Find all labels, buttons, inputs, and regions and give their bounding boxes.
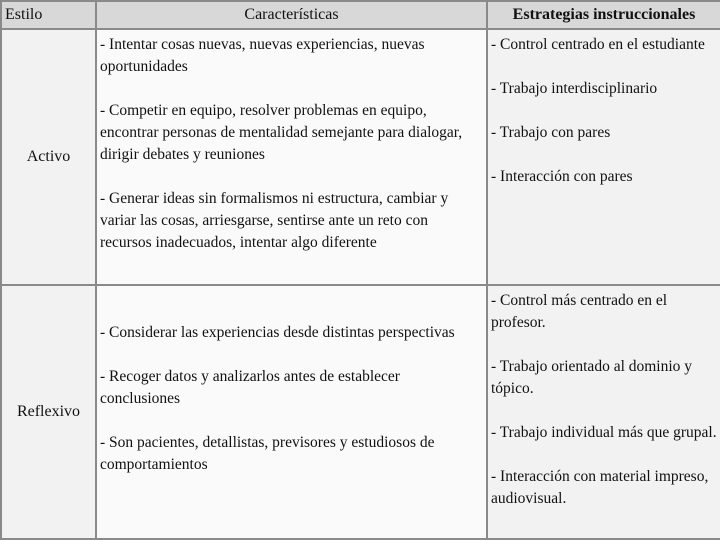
estrategia-item: - Trabajo orientado al dominio y tópico. <box>491 358 693 397</box>
estrategia-item: - Control más centrado en el profesor. <box>491 292 668 331</box>
estrategia-item: - Trabajo interdisciplinario <box>491 80 658 97</box>
estrategias-cell <box>487 29 720 285</box>
estrategia-item: - Interacción con material impreso, audiovisual. <box>491 468 709 507</box>
header-caracteristicas: Características <box>96 1 487 29</box>
estrategia-item: - Control centrado en el estudiante <box>491 36 705 53</box>
header-estilo: Estilo <box>1 1 96 29</box>
table-row-reflexivo <box>1 285 720 539</box>
estrategia-item: - Trabajo con pares <box>491 124 611 141</box>
caracteristica-item: - Intentar cosas nuevas, nuevas experiencias, nuevas oportunidades <box>100 36 425 75</box>
caracteristicas-cell <box>96 29 487 285</box>
caracteristica-item: - Generar ideas sin formalismos ni estructura, cambiar y variar las cosas, arriesgarse, sentirse ante un reto con recursos inadecuados, intentar algo diferente <box>100 190 449 251</box>
table-row-activo <box>1 29 720 285</box>
estilo-cell: Reflexivo <box>1 285 96 539</box>
caracteristica-item: - Considerar las experiencias desde distintas perspectivas <box>100 324 455 341</box>
estrategia-item: - Trabajo individual más que grupal. <box>491 424 717 441</box>
caracteristicas-cell <box>96 285 487 539</box>
header-estrategias: Estrategias instruccionales <box>487 1 720 29</box>
header-row <box>1 1 720 29</box>
caracteristica-item: - Recoger datos y analizarlos antes de establecer conclusiones <box>100 368 400 407</box>
estilo-cell: Activo <box>1 29 96 285</box>
estrategias-cell <box>487 285 720 539</box>
estrategia-item: - Interacción con pares <box>491 168 633 185</box>
caracteristica-item: - Son pacientes, detallistas, previsores y estudiosos de comportamientos <box>100 434 435 473</box>
caracteristica-item: - Competir en equipo, resolver problemas en equipo, encontrar personas de mentalidad semejante para dialogar, dirigir debates y reuniones <box>100 102 463 163</box>
